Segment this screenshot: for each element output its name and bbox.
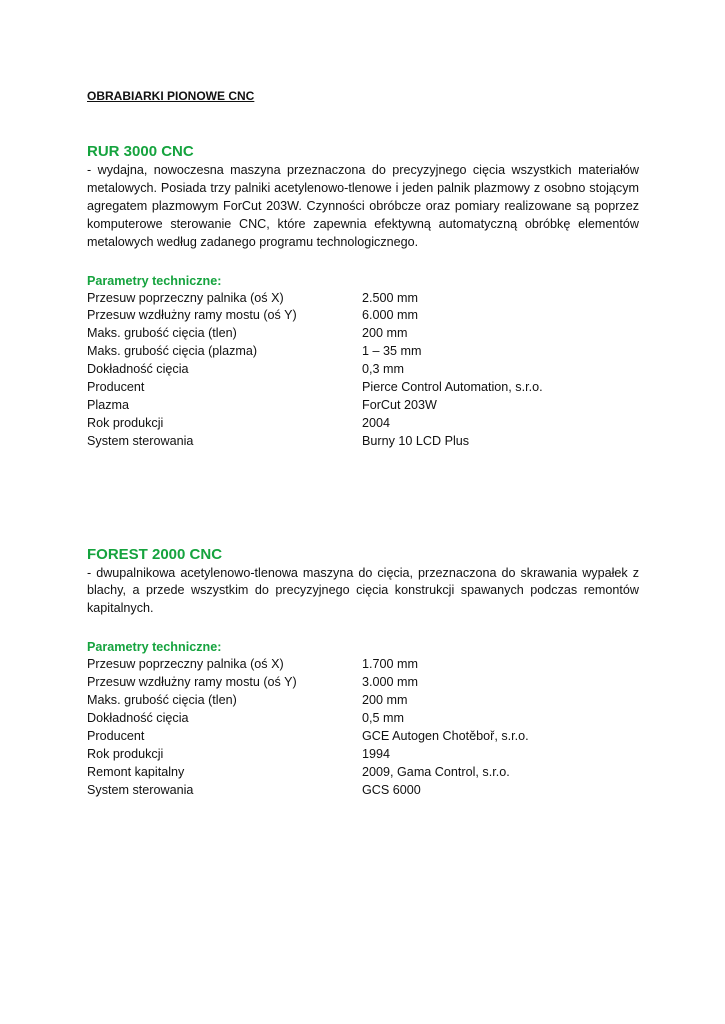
param-label: Maks. grubość cięcia (tlen) [87, 693, 237, 708]
machine-description: - dwupalnikowa acetylenowo-tlenowa maszyna do cięcia, przeznaczona do skrawania wypałek z blachy, a przede wszystkim do precyzyjnego cięcia konstrukcji spawanych podczas remontów kapitalnych. [87, 565, 639, 616]
param-value: GCS 6000 [362, 782, 421, 797]
param-label: Dokładność cięcia [87, 362, 189, 377]
param-label: Maks. grubość cięcia (plazma) [87, 344, 258, 359]
params-heading: Parametry techniczne: [87, 273, 222, 288]
document-title: OBRABIARKI PIONOWE CNC [87, 89, 255, 103]
param-value: 1994 [362, 746, 391, 761]
param-label: Remont kapitalny [87, 764, 185, 779]
param-value: 0,3 mm [362, 362, 404, 377]
machine-name: RUR 3000 CNC [87, 143, 194, 160]
param-label: Przesuw poprzeczny palnika (oś X) [87, 290, 284, 305]
param-value: 2.500 mm [362, 290, 418, 305]
param-value: 3.000 mm [362, 675, 418, 690]
param-value: Pierce Control Automation, s.r.o. [362, 379, 543, 394]
param-row [87, 343, 639, 361]
param-value: 200 mm [362, 326, 408, 341]
param-row [87, 325, 639, 343]
param-row [87, 692, 639, 710]
param-row [87, 764, 639, 782]
param-row [87, 656, 639, 674]
param-row [87, 728, 639, 746]
machine-section-forest-2000 [87, 545, 639, 800]
machine-name: FOREST 2000 CNC [87, 545, 223, 563]
param-label: Dokładność cięcia [87, 710, 189, 725]
param-label: Producent [87, 728, 145, 743]
param-row [87, 710, 639, 728]
param-value: 2009, Gama Control, s.r.o. [362, 764, 510, 779]
param-row [87, 307, 639, 325]
param-row [87, 397, 639, 415]
param-row [87, 782, 639, 800]
param-value: 0,5 mm [362, 710, 404, 725]
param-row [87, 290, 639, 308]
param-value: ForCut 203W [362, 397, 437, 412]
param-value: Burny 10 LCD Plus [362, 433, 470, 448]
param-row [87, 433, 639, 451]
param-row [87, 379, 639, 397]
params-heading: Parametry techniczne: [87, 640, 222, 655]
param-label: System sterowania [87, 433, 194, 448]
param-label: System sterowania [87, 782, 194, 797]
param-label: Przesuw wzdłużny ramy mostu (oś Y) [87, 308, 297, 323]
param-label: Producent [87, 379, 145, 394]
params-list [87, 656, 639, 799]
param-value: 1 – 35 mm [362, 344, 422, 359]
param-row [87, 361, 639, 379]
param-label: Przesuw wzdłużny ramy mostu (oś Y) [87, 675, 297, 690]
machine-section-rur-3000 [87, 142, 639, 451]
param-value: 1.700 mm [362, 657, 418, 672]
param-value: GCE Autogen Chotěboř, s.r.o. [362, 728, 529, 743]
param-value: 200 mm [362, 693, 408, 708]
param-label: Plazma [87, 397, 129, 412]
param-label: Maks. grubość cięcia (tlen) [87, 326, 237, 341]
param-label: Rok produkcji [87, 415, 164, 430]
param-row [87, 674, 639, 692]
param-row [87, 415, 639, 433]
param-value: 6.000 mm [362, 308, 418, 323]
machine-description: - wydajna, nowoczesna maszyna przeznaczona do precyzyjnego cięcia wszystkich materiałów metalowych. Posiada trzy palniki acetylenowo-tlenowe i jeden palnik plazmowy z osobno stojącym agregatem plazmowym ForCut 203W. Czynności obróbcze oraz pomiary realizowane są poprzez komputerowe sterowanie CNC, które zapewnia efektywną automatyczną obróbkę elementów metalowych według zadanego programu technologicznego. [87, 163, 639, 249]
param-label: Rok produkcji [87, 746, 164, 761]
param-value: 2004 [362, 415, 391, 430]
param-label: Przesuw poprzeczny palnika (oś X) [87, 657, 284, 672]
params-list [87, 290, 639, 451]
param-row [87, 746, 639, 764]
